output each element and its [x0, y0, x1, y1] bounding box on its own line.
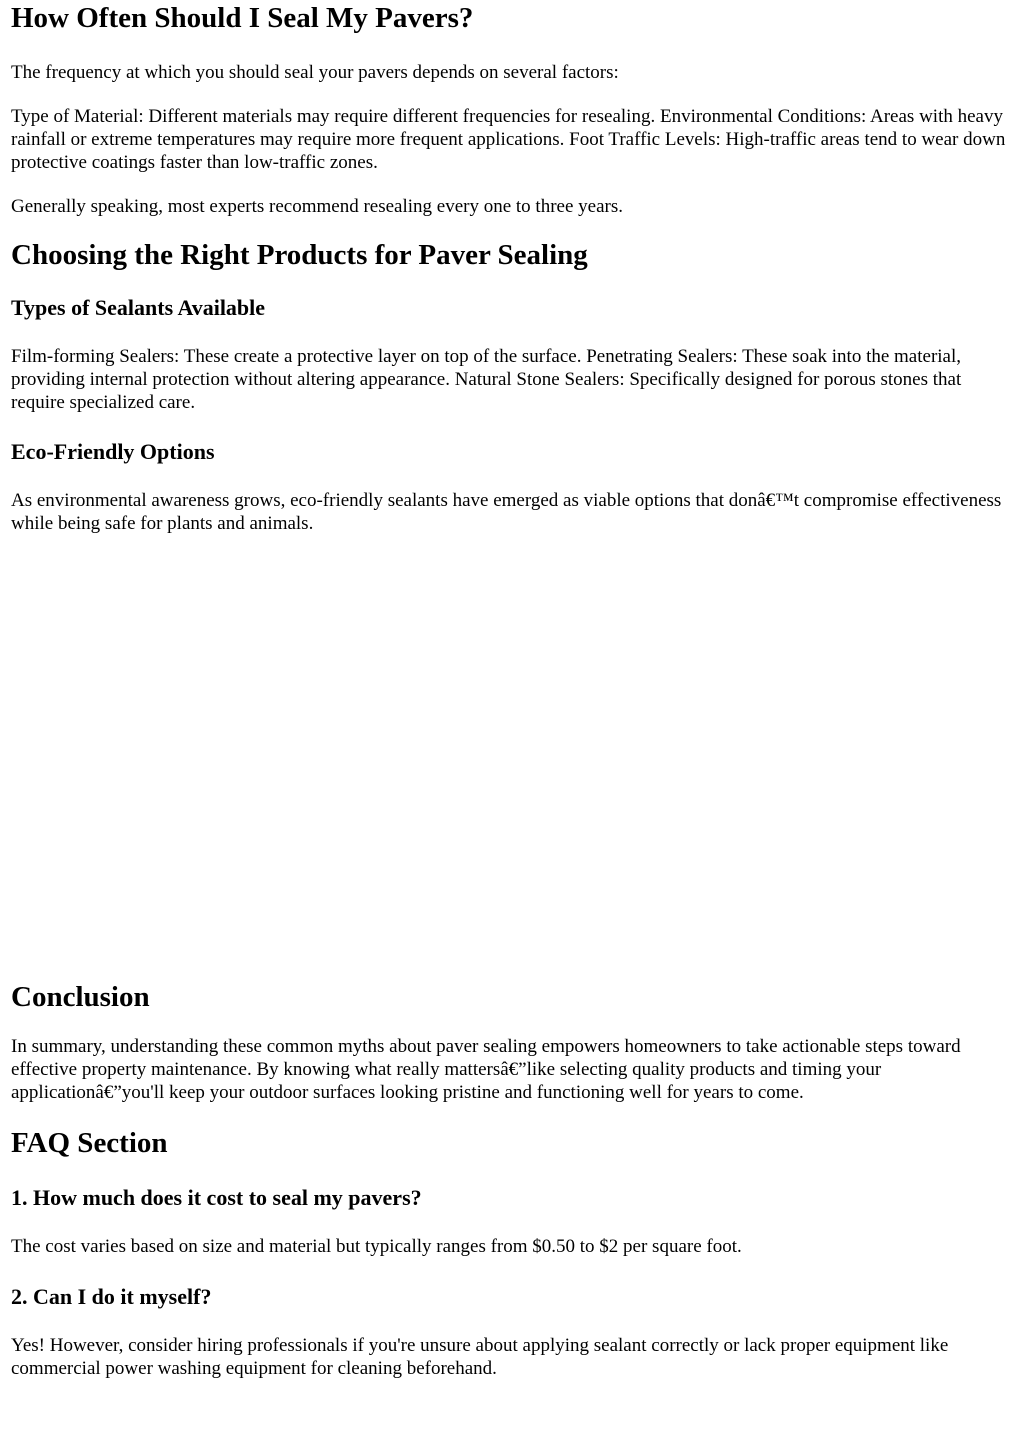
faq-question: 2. Can I do it myself? — [11, 1284, 212, 1309]
paragraph-seal-frequency-intro: The frequency at which you should seal your pavers depends on several factors: — [11, 62, 619, 83]
subheading-eco-friendly: Eco-Friendly Options — [11, 439, 215, 464]
faq-question: 1. How much does it cost to seal my pavers? — [11, 1185, 422, 1210]
section-heading-seal-frequency: How Often Should I Seal My Pavers? — [11, 2, 474, 34]
section-heading-choosing-products: Choosing the Right Products for Paver Sealing — [11, 239, 588, 271]
faq-answer: Yes! However, consider hiring professionals if you're unsure about applying sealant correctly or lack proper equipment like commercial power washing equipment for cleaning beforehand. — [11, 1335, 949, 1379]
paragraph-conclusion: In summary, understanding these common myths about paver sealing empowers homeowners to take actionable steps toward effective property maintenance. By knowing what really mattersâ€”like selecting quality products and timing your applicationâ€”you'll keep your outdoor surfaces looking pristine and functioning well for years to come. — [11, 1036, 961, 1103]
paragraph-sealant-types: Film-forming Sealers: These create a protective layer on top of the surface. Penetrating Sealers: These soak into the material, providing internal protection without altering appearance. Natural Stone Sealers: Specifically designed for porous stones that require specialized care. — [11, 346, 962, 413]
blank-content-area — [11, 535, 1013, 980]
paragraph-seal-frequency-summary: Generally speaking, most experts recommend resealing every one to three years. — [11, 196, 623, 217]
article-page — [0, 1, 1024, 1380]
section-heading-faq: FAQ Section — [11, 1127, 168, 1159]
subheading-sealant-types: Types of Sealants Available — [11, 295, 266, 320]
section-heading-conclusion: Conclusion — [11, 981, 150, 1013]
paragraph-eco-friendly: As environmental awareness grows, eco-friendly sealants have emerged as viable options that donâ€™t compromise effectiveness while being safe for plants and animals. — [11, 490, 1002, 534]
faq-answer: The cost varies based on size and material but typically ranges from $0.50 to $2 per square foot. — [11, 1236, 742, 1257]
paragraph-seal-frequency-factors: Type of Material: Different materials may require different frequencies for resealing. Environmental Conditions: Areas with heavy rainfall or extreme temperatures may require more frequent applications. Foot Traffic Levels: High-traffic areas tend to wear down protective coatings faster than low-traffic zones. — [11, 106, 1006, 173]
